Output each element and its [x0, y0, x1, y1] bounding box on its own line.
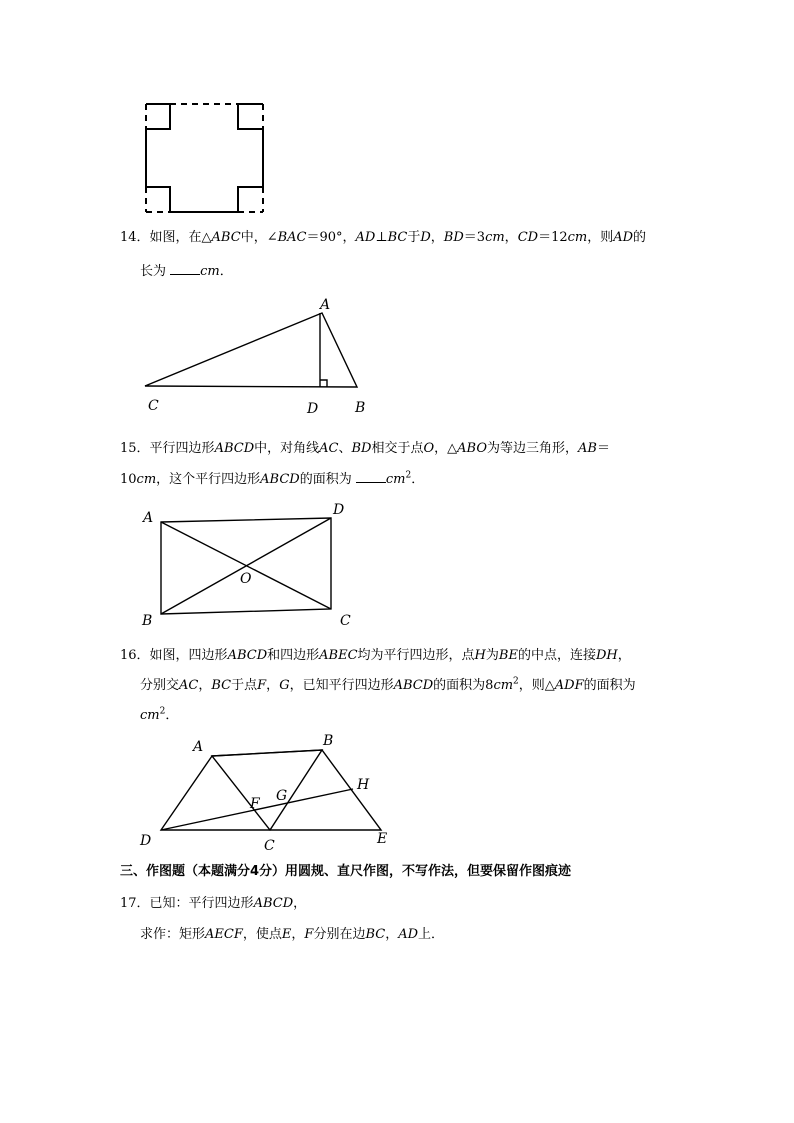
- label-o: O: [240, 571, 252, 587]
- label-d: D: [140, 833, 152, 849]
- label-c: C: [148, 398, 159, 414]
- label-b: B: [142, 613, 153, 629]
- q17-line-2: 求作：矩形AECF，使点E，F分别在边BC，AD上．: [140, 927, 445, 942]
- q14-line-2: 长为 cm．: [140, 264, 233, 279]
- label-c: C: [340, 613, 351, 629]
- q16-line-2: 分别交AC，BC于点F，G，已知平行四边形ABCD的面积为$8cm^2$，则△ADF的面积为: [140, 676, 636, 693]
- label-a: A: [143, 510, 154, 526]
- q16-line-3: $cm^2$．: [140, 706, 179, 723]
- label-f: F: [250, 796, 260, 812]
- section-3-heading: 三、作图题（本题满分4分）用圆规、直尺作图，不写作法，但要保留作图痕迹: [120, 864, 572, 879]
- label-a: A: [193, 739, 204, 755]
- label-g: G: [276, 788, 288, 804]
- parallelogram-abcd: [161, 750, 322, 830]
- q16-line-1: 16．如图，四边形ABCD和四边形ABEC均为平行四边形，点H为BE的中点，连接DH，: [120, 648, 631, 663]
- label-b: B: [355, 400, 366, 416]
- label-a: A: [320, 297, 331, 313]
- label-c: C: [264, 838, 275, 854]
- label-e: E: [377, 831, 388, 847]
- label-d: D: [307, 401, 319, 417]
- label-h: H: [357, 777, 370, 793]
- label-b: B: [323, 733, 334, 749]
- q15-line-2: 10cm，这个平行四边形ABCD的面积为 $cm^2$．: [120, 470, 425, 487]
- q14-line-1: 14．如图，在△ABC中，∠BAC＝90°，AD⊥BC于D，BD＝3cm，CD＝12cm，则AD的: [120, 230, 647, 245]
- label-d: D: [333, 502, 345, 518]
- q15-line-1: 15．平行四边形ABCD中，对角线AC、BD相交于点O，△ABO为等边三角形，AB＝: [120, 441, 610, 456]
- q17-line-1: 17．已知：平行四边形ABCD，: [120, 896, 307, 911]
